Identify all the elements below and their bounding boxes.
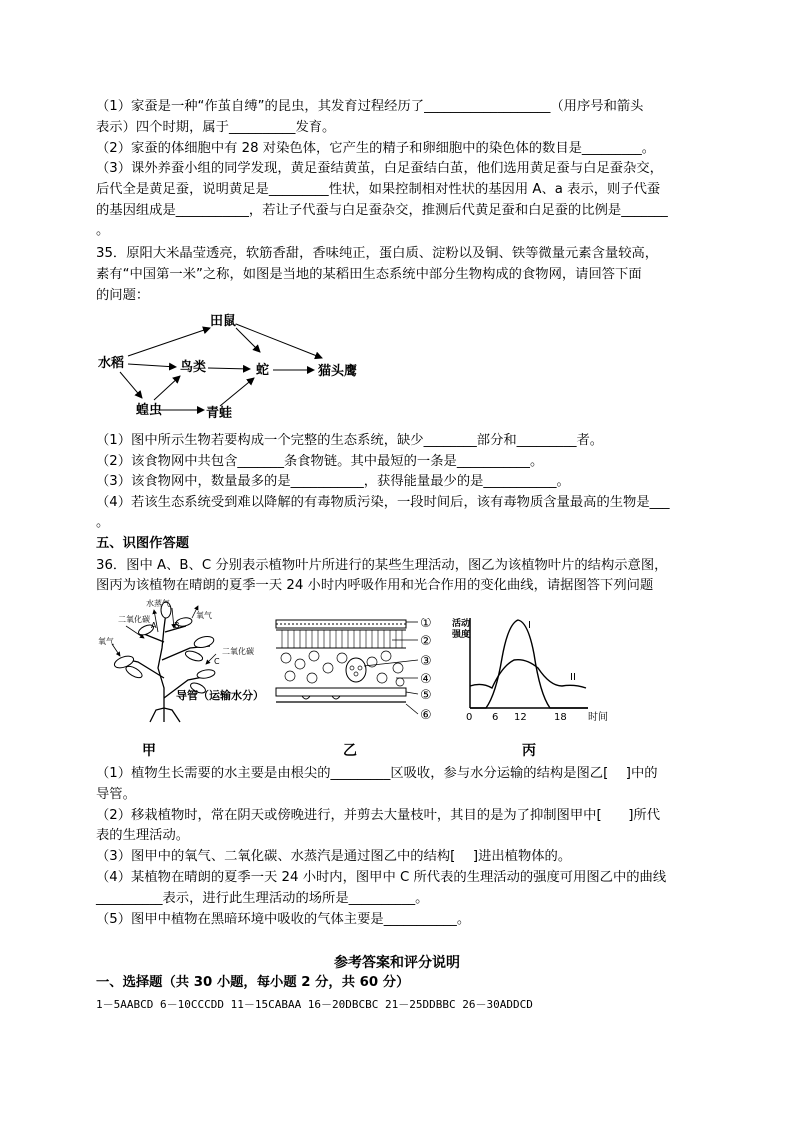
q36-answer-8: （5）图甲中植物在黑暗环境中吸收的气体主要是___________。 [96, 912, 471, 927]
label-C: C [214, 657, 220, 666]
q36-answer-5: （3）图甲中的氧气、二氧化碳、水蒸汽是通过图乙中的结构[ ]进出植物体的。 [96, 849, 572, 864]
label-o2-left: 氧气 [98, 637, 114, 646]
caption-jia: 甲 [142, 743, 156, 759]
label-water-vapor: 水蒸气 [146, 599, 170, 608]
caption-bing: 丙 [522, 743, 536, 759]
q34-line-2: 表示）四个时期，属于__________发育。 [96, 120, 336, 135]
label-B: B [174, 621, 180, 630]
curve-II-label: II [570, 672, 576, 683]
section-five-heading: 五、识图作答题 [96, 536, 190, 551]
marker-4: ④ [420, 672, 432, 687]
node-field-mouse: 田鼠 [210, 314, 237, 329]
q34-line-1: （1）家蚕是一种“作茧自缚”的昆虫，其发育过程经历了___________________（用序号和箭头 [96, 99, 644, 114]
q35-answer-5: 。 [96, 515, 110, 530]
node-frog: 青蛙 [206, 406, 233, 421]
node-rice: 水稻 [98, 356, 125, 371]
lower-epidermis [276, 688, 406, 696]
spongy-layer [281, 651, 404, 686]
q34-line-5: 后代全是黄足蚕，说明黄足是_________性状，如果控制相对性状的基因用 A、a 表示，则子代蚕 [96, 182, 661, 197]
marker-2: ② [420, 634, 432, 649]
curve-II-respiration [470, 660, 586, 688]
q36-answer-4: 表的生理活动。 [96, 828, 190, 843]
q36-line-2: 图丙为该植物在晴朗的夏季一天 24 小时内呼吸作用和光合作用的变化曲线，请据图答下列问题 [96, 578, 654, 593]
q35-line-2: 素有“中国第一米”之称，如图是当地的某稻田生态系统中部分生物构成的食物网，请回答下面 [96, 267, 642, 282]
x-tick-18: 18 [554, 712, 567, 723]
marker-1: ① [420, 618, 432, 631]
q34-line-7: 。 [96, 223, 110, 238]
marker-5: ⑤ [420, 688, 432, 703]
q34-line-3: （2）家蚕的体细胞中有 28 对染色体，它产生的精子和卵细胞中的染色体的数目是_________。 [96, 141, 656, 156]
q35-answer-3: （3）该食物网中，数量最多的是___________，获得能量最少的是___________。 [96, 474, 570, 489]
label-co2-left: 二氧化碳 [118, 615, 150, 624]
q35-answer-2: （2）该食物网中共包含_______条食物链。其中最短的一条是___________。 [96, 454, 544, 469]
q35-line-1: 35．原阳大米晶莹透亮，软筋香甜，香味纯正，蛋白质、淀粉以及铜、铁等微量元素含量较高， [96, 246, 659, 261]
palisade-layer [276, 630, 406, 648]
answer-key-title: 参考答案和评分说明 [334, 955, 460, 971]
q36-line-1: 36．图中 A、B、C 分别表示植物叶片所进行的某些生理活动，图乙为该植物叶片的结构示意图， [96, 558, 668, 573]
node-snake: 蛇 [256, 363, 270, 378]
label-co2-right: 二氧化碳 [222, 647, 254, 656]
curve-I-label: I [528, 620, 531, 631]
x-tick-0: 0 [466, 712, 473, 723]
figure-leaf-section-yi [272, 618, 442, 726]
label-A: A [151, 621, 157, 630]
q34-line-6: 的基因组成是___________，若让子代蚕与白足蚕杂交，推测后代黄足蚕和白足蚕的比例是_______ [96, 203, 668, 218]
node-locust: 蝗虫 [136, 403, 163, 418]
q36-answer-1: （1）植物生长需要的水主要是由根尖的_________区吸收，参与水分运输的结构是图乙[ ]中的 [96, 766, 658, 781]
answer-key-list: 1－5AABCD 6－10CCCDD 11－15CABAA 16－20DBCBC 21－25DDBBC 26－30ADDCD [96, 998, 533, 1011]
curve-I-photosynthesis [470, 620, 588, 708]
q36-answer-3: （2）移栽植物时，常在阴天或傍晚进行，并剪去大量枝叶，其目的是为了抑制图甲中[ ]所代 [96, 808, 661, 823]
label-o2-right: 氧气 [196, 611, 212, 620]
figure-curves-bing [452, 614, 622, 726]
y-label-line2: 强度 [452, 630, 471, 640]
x-tick-12: 12 [514, 712, 527, 723]
y-label-line1: 活动 [452, 619, 471, 629]
figure-plant-jia [98, 598, 268, 726]
q35-line-3: 的问题： [96, 288, 150, 303]
x-axis-label: 时间 [588, 712, 608, 723]
q35-answer-1: （1）图中所示生物若要构成一个完整的生态系统，缺少________部分和_________者。 [96, 433, 604, 448]
q36-answer-7: __________表示，进行此生理活动的场所是__________。 [96, 891, 429, 906]
caption-yi: 乙 [343, 743, 357, 759]
q35-answer-4: （4）若该生态系统受到难以降解的有毒物质污染，一段时间后，该有毒物质含量最高的生物是___ [96, 495, 670, 510]
q34-line-4: （3）课外养蚕小组的同学发现，黄足蚕结黄茧，白足蚕结白茧，他们选用黄足蚕与白足蚕杂交， [96, 161, 663, 176]
vein [346, 658, 366, 682]
node-bird: 鸟类 [180, 360, 207, 375]
food-web-diagram [90, 308, 370, 424]
answer-part-one-heading: 一、选择题（共 30 小题，每小题 2 分，共 60 分） [96, 975, 410, 990]
marker-6: ⑥ [420, 708, 432, 723]
label-vessel: 导管（运输水分） [176, 689, 264, 702]
q36-answer-6: （4）某植物在晴朗的夏季一天 24 小时内，图甲中 C 所代表的生理活动的强度可用图乙中的曲线 [96, 870, 667, 885]
marker-3: ③ [420, 654, 432, 669]
node-owl: 猫头鹰 [318, 364, 358, 379]
q36-answer-2: 导管。 [96, 787, 136, 802]
x-tick-6: 6 [492, 712, 499, 723]
